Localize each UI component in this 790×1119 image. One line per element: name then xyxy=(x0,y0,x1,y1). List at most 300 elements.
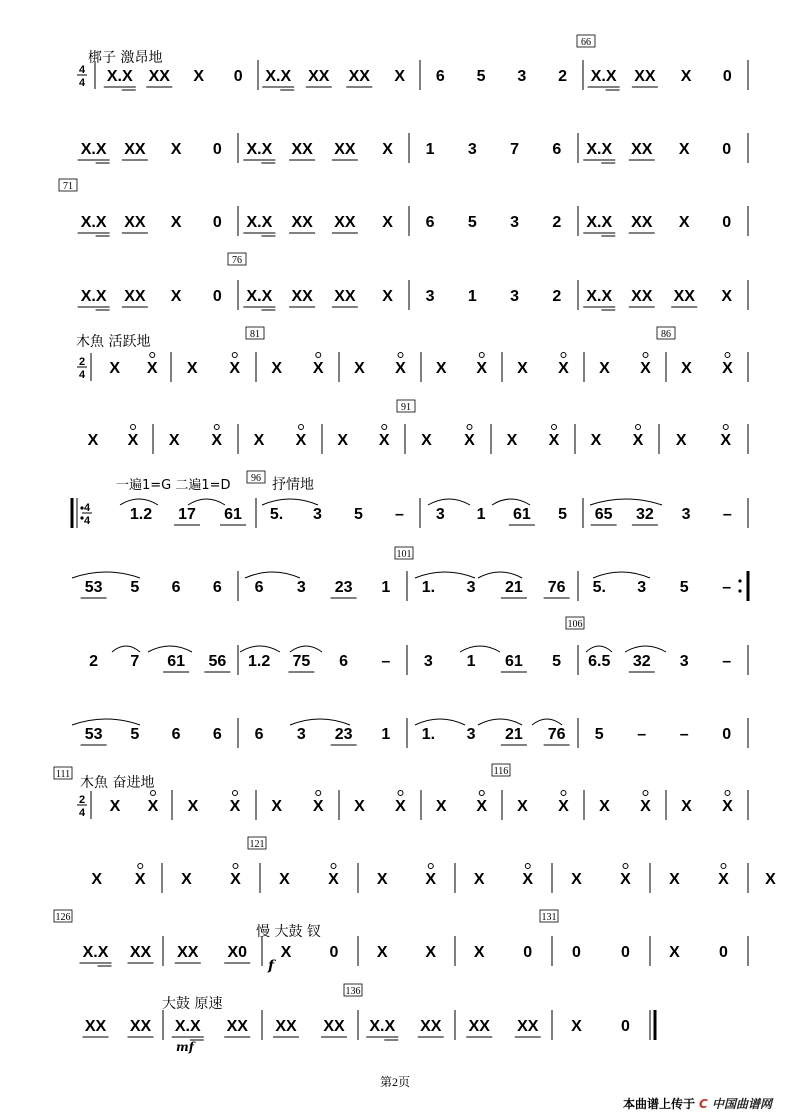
measure-number: 71 xyxy=(63,181,73,192)
note: 56 xyxy=(208,653,227,670)
note: 5 xyxy=(558,506,568,523)
note: X.X xyxy=(265,68,292,85)
note: X xyxy=(127,432,139,449)
slur xyxy=(120,499,158,505)
site-name: 中国曲谱网 xyxy=(711,1097,772,1111)
slur xyxy=(590,499,662,505)
note: 0 xyxy=(621,1018,630,1035)
time-signature-top: 2 xyxy=(78,794,86,806)
note: 0 xyxy=(572,944,581,961)
time-signature-top: 4 xyxy=(83,502,91,514)
tempo-marking-slow-drum: 慢 大鼓 钗 xyxy=(256,924,321,940)
note: XX xyxy=(291,214,313,231)
measure-number: 126 xyxy=(55,912,71,923)
muffled-mark xyxy=(316,353,321,358)
muffled-mark xyxy=(479,353,484,358)
note: X xyxy=(187,798,199,815)
note: X xyxy=(517,798,528,815)
note: X xyxy=(720,432,732,449)
note: 0 xyxy=(233,68,243,85)
slur xyxy=(240,646,280,652)
note: X xyxy=(230,871,241,888)
note: X.X xyxy=(80,288,107,305)
note: X.X xyxy=(80,141,107,158)
time-signature-bottom: 4 xyxy=(83,515,91,527)
note: 0 xyxy=(212,141,222,158)
note: 61 xyxy=(224,506,242,523)
note: 1 xyxy=(381,726,391,743)
note: X xyxy=(678,141,690,158)
note: 2 xyxy=(552,214,562,231)
note: X xyxy=(669,871,680,888)
note: XX xyxy=(420,1018,442,1035)
slur xyxy=(460,646,500,652)
repeat-dot xyxy=(738,579,741,582)
note: XX xyxy=(631,141,653,158)
note: X xyxy=(632,432,644,449)
slur xyxy=(72,719,140,725)
note: X xyxy=(312,360,324,377)
note: 1.2 xyxy=(129,506,153,523)
note: X xyxy=(675,432,687,449)
note: 0 xyxy=(722,68,732,85)
note: X xyxy=(464,432,475,449)
note: – xyxy=(722,579,732,596)
note: X xyxy=(181,871,192,888)
note: X xyxy=(620,871,631,888)
note: XX xyxy=(634,68,656,85)
note: 0 xyxy=(719,944,728,961)
muffled-mark xyxy=(316,791,321,796)
note: X xyxy=(476,798,488,815)
note: 1 xyxy=(425,141,435,158)
note: 0 xyxy=(722,141,732,158)
tempo-marking-bangzi: 梆子 激昂地 xyxy=(88,50,163,66)
note: 75 xyxy=(292,653,311,670)
note: 3 xyxy=(466,579,476,596)
note: – xyxy=(722,506,732,523)
note: 3 xyxy=(435,506,445,523)
note: XX xyxy=(323,1018,345,1035)
note: 1 xyxy=(381,579,391,596)
note: 7 xyxy=(130,653,140,670)
note: XX xyxy=(334,141,356,158)
muffled-mark xyxy=(623,864,628,869)
note: 3 xyxy=(637,579,647,596)
note: 3 xyxy=(313,506,322,523)
note: X xyxy=(376,871,388,888)
note: 21 xyxy=(504,726,523,743)
note: X xyxy=(253,432,265,449)
note: X xyxy=(337,432,349,449)
measure-number: 91 xyxy=(401,402,411,413)
note: X xyxy=(376,944,388,961)
key-change-marking: 一遍1=G 二遍1=D xyxy=(116,478,231,493)
note: XX xyxy=(148,68,170,85)
note: X xyxy=(517,360,528,377)
note: X xyxy=(91,871,103,888)
note: – xyxy=(637,726,647,743)
note: X xyxy=(599,798,610,815)
note: 1 xyxy=(476,506,486,523)
note: X.X xyxy=(246,141,273,158)
note: 6 xyxy=(254,579,264,596)
muffled-mark xyxy=(643,791,648,796)
muffled-mark xyxy=(233,791,238,796)
note: 3 xyxy=(296,726,306,743)
note: X.X xyxy=(586,288,613,305)
note: 6 xyxy=(171,726,181,743)
note: 3 xyxy=(679,653,689,670)
tempo-marking-muyu-1: 木魚 活跃地 xyxy=(76,334,151,350)
note: X xyxy=(640,360,651,377)
dynamic-mezzo-forte: mf xyxy=(176,1040,194,1054)
note: 0 xyxy=(329,944,339,961)
note: X xyxy=(435,798,447,815)
note: X xyxy=(354,798,365,815)
note: 61 xyxy=(167,653,186,670)
note: X.X xyxy=(586,141,613,158)
note: X.X xyxy=(586,214,613,231)
note: 0 xyxy=(212,288,222,305)
muffled-mark xyxy=(131,425,136,430)
muffled-mark xyxy=(525,864,530,869)
note: X.X xyxy=(369,1018,396,1035)
note: 32 xyxy=(635,506,654,523)
note: 53 xyxy=(84,726,103,743)
note: XX xyxy=(631,214,653,231)
note: 17 xyxy=(178,506,196,523)
note: X xyxy=(765,871,776,888)
note: X xyxy=(669,944,680,961)
note: X xyxy=(382,288,393,305)
note: 6 xyxy=(254,726,264,743)
note: X xyxy=(395,360,406,377)
note: 6 xyxy=(212,579,222,596)
note: 7 xyxy=(510,141,520,158)
note: X xyxy=(87,432,99,449)
note: X xyxy=(718,871,729,888)
note: 3 xyxy=(423,653,433,670)
note: XX xyxy=(348,68,370,85)
note: X xyxy=(571,871,582,888)
note: XX xyxy=(291,288,313,305)
note: X xyxy=(522,871,534,888)
note: X.X xyxy=(246,214,273,231)
note: X xyxy=(170,288,182,305)
note: 61 xyxy=(504,653,523,670)
note: X xyxy=(109,798,121,815)
note: X xyxy=(382,214,393,231)
note: X xyxy=(186,360,198,377)
note: X xyxy=(721,288,733,305)
note: XX xyxy=(291,141,313,158)
muffled-mark xyxy=(138,864,143,869)
note: 6.5 xyxy=(588,653,611,670)
note: XX xyxy=(631,288,653,305)
slur xyxy=(593,572,650,578)
note: X xyxy=(473,944,485,961)
measure-number: 106 xyxy=(567,619,583,630)
slur xyxy=(415,719,465,725)
note: – xyxy=(679,726,689,743)
note: X xyxy=(295,432,307,449)
note: 5 xyxy=(679,579,689,596)
note: X xyxy=(147,798,159,815)
note: 21 xyxy=(504,579,523,596)
note: X.X xyxy=(106,68,133,85)
note: XX xyxy=(334,214,356,231)
muffled-mark xyxy=(232,353,237,358)
measure-number: 116 xyxy=(493,766,509,777)
note: 76 xyxy=(547,726,566,743)
muffled-mark xyxy=(725,791,730,796)
slur xyxy=(112,646,140,652)
page-number: 第2页 xyxy=(379,1075,410,1089)
note: 32 xyxy=(632,653,651,670)
muffled-mark xyxy=(561,791,566,796)
note: X xyxy=(506,432,518,449)
note: 1.2 xyxy=(248,653,271,670)
note: 6 xyxy=(435,68,445,85)
note: XX xyxy=(84,1018,107,1035)
note: 0 xyxy=(523,944,533,961)
slur xyxy=(148,646,192,652)
note: 3 xyxy=(681,506,691,523)
note: X xyxy=(394,68,406,85)
note: X xyxy=(476,360,488,377)
note: 3 xyxy=(517,68,527,85)
site-logo: C 中国曲谱网 xyxy=(698,1097,772,1111)
slur xyxy=(290,646,322,652)
slur xyxy=(415,572,475,578)
slur xyxy=(188,499,225,505)
note: 5 xyxy=(354,506,363,523)
tempo-marking-drum-resume: 大鼓 原速 xyxy=(162,996,223,1012)
note: X xyxy=(170,214,182,231)
note: X xyxy=(473,871,485,888)
note: 5 xyxy=(130,579,140,596)
note: 5 xyxy=(594,726,604,743)
muffled-mark xyxy=(233,864,238,869)
note: 3 xyxy=(466,726,476,743)
note: XX xyxy=(124,141,146,158)
note: 1 xyxy=(466,653,476,670)
note: X xyxy=(271,798,283,815)
note: 3 xyxy=(296,579,306,596)
slur xyxy=(262,499,318,505)
note: 53 xyxy=(84,579,103,596)
measure-number: 111 xyxy=(55,769,71,780)
note: X xyxy=(146,360,158,377)
note: X xyxy=(435,360,447,377)
note: X xyxy=(193,68,205,85)
time-signature-top: 2 xyxy=(78,356,86,368)
slur xyxy=(478,572,522,578)
note: XX xyxy=(129,1018,152,1035)
time-signature-bottom: 4 xyxy=(78,807,86,819)
dynamic-forte: f xyxy=(268,958,275,974)
note: 3 xyxy=(510,288,520,305)
note: X.X xyxy=(590,68,617,85)
note: X.X xyxy=(82,944,109,961)
note: XX xyxy=(308,68,330,85)
note: XX xyxy=(129,944,152,961)
note: 0 xyxy=(722,726,732,743)
note: X xyxy=(425,944,437,961)
note: XX xyxy=(468,1018,490,1035)
note: X xyxy=(134,871,146,888)
slur xyxy=(492,499,530,505)
muffled-mark xyxy=(398,353,403,358)
slur xyxy=(625,646,666,652)
slur xyxy=(428,499,470,505)
note: XX xyxy=(226,1018,248,1035)
note: X xyxy=(382,141,393,158)
muffled-mark xyxy=(467,425,472,430)
note: 65 xyxy=(594,506,613,523)
note: 6 xyxy=(425,214,435,231)
note: X xyxy=(571,1018,582,1035)
measure-number: 121 xyxy=(249,839,265,850)
muffled-mark xyxy=(725,353,730,358)
credit-text: 本曲谱上传于 xyxy=(622,1097,695,1111)
note: X0 xyxy=(227,944,248,961)
note: X.X xyxy=(80,214,107,231)
measure-number: 136 xyxy=(345,986,361,997)
note: 2 xyxy=(558,68,568,85)
muffled-mark xyxy=(636,425,641,430)
note: 2 xyxy=(89,653,99,670)
note: X xyxy=(211,432,223,449)
note: X xyxy=(280,944,292,961)
note: X xyxy=(378,432,390,449)
slur xyxy=(478,719,522,725)
time-signature-bottom: 4 xyxy=(78,77,86,89)
muffled-mark xyxy=(552,425,557,430)
muffled-mark xyxy=(479,791,484,796)
note: XX xyxy=(673,288,695,305)
note: X xyxy=(229,360,241,377)
note: XX xyxy=(124,214,146,231)
note: – xyxy=(722,653,732,670)
note: 5. xyxy=(592,579,606,596)
note: 5 xyxy=(476,68,486,85)
note: X xyxy=(722,798,733,815)
note: 6 xyxy=(212,726,222,743)
note: 2 xyxy=(552,288,562,305)
muffled-mark xyxy=(561,353,566,358)
measure-number: 81 xyxy=(250,329,260,340)
note: 0 xyxy=(212,214,222,231)
note: 3 xyxy=(425,288,435,305)
note: X xyxy=(170,141,182,158)
note: – xyxy=(381,653,391,670)
note: 1 xyxy=(467,288,477,305)
slur xyxy=(245,572,300,578)
note: X xyxy=(680,68,692,85)
note: 61 xyxy=(512,506,531,523)
note: X xyxy=(425,871,437,888)
note: X xyxy=(168,432,180,449)
note: X xyxy=(328,871,339,888)
note: X xyxy=(681,798,692,815)
slur xyxy=(586,646,612,652)
muffled-mark xyxy=(331,864,336,869)
note: X xyxy=(640,798,651,815)
note: X xyxy=(395,798,406,815)
muffled-mark xyxy=(723,425,728,430)
note: X xyxy=(229,798,241,815)
note: 23 xyxy=(334,579,353,596)
note: X xyxy=(681,360,692,377)
note: 1. xyxy=(421,726,436,743)
note: 23 xyxy=(334,726,353,743)
muffled-mark xyxy=(643,353,648,358)
note: X xyxy=(271,360,283,377)
slur xyxy=(532,719,562,725)
measure-number: 96 xyxy=(251,473,261,484)
note: X xyxy=(548,432,560,449)
measure-number: 76 xyxy=(232,255,242,266)
note: 5 xyxy=(130,726,140,743)
note: X xyxy=(354,360,365,377)
muffled-mark xyxy=(428,864,433,869)
tempo-marking-lyrical: 抒情地 xyxy=(272,477,314,493)
tempo-marking-muyu-2: 木魚 奋进地 xyxy=(80,775,155,791)
note: 6 xyxy=(552,141,562,158)
measure-number: 66 xyxy=(581,37,591,48)
note: 0 xyxy=(722,214,732,231)
note: 0 xyxy=(621,944,630,961)
muffled-mark xyxy=(382,425,387,430)
note: 5 xyxy=(552,653,562,670)
muffled-mark xyxy=(299,425,304,430)
slur xyxy=(290,719,350,725)
note: X xyxy=(558,798,569,815)
note: XX xyxy=(124,288,146,305)
time-signature-bottom: 4 xyxy=(78,369,86,381)
note: X xyxy=(678,214,690,231)
note: X xyxy=(279,871,290,888)
note: 5 xyxy=(467,214,477,231)
note: X xyxy=(558,360,569,377)
note: X xyxy=(421,432,432,449)
muffled-mark xyxy=(214,425,219,430)
note: XX xyxy=(275,1018,297,1035)
note: 3 xyxy=(510,214,520,231)
muffled-mark xyxy=(150,353,155,358)
note: 76 xyxy=(547,579,566,596)
note: X xyxy=(590,432,602,449)
muffled-mark xyxy=(721,864,726,869)
note: X.X xyxy=(174,1018,201,1035)
note: X xyxy=(109,360,121,377)
note: 6 xyxy=(171,579,181,596)
note: XX xyxy=(334,288,356,305)
measure-number: 101 xyxy=(396,549,412,560)
time-signature-top: 4 xyxy=(78,64,86,76)
repeat-dot xyxy=(738,589,741,592)
note: 5. xyxy=(269,506,284,523)
note: X xyxy=(722,360,733,377)
note: XX xyxy=(517,1018,539,1035)
measure-number: 131 xyxy=(541,912,557,923)
note: 1. xyxy=(421,579,436,596)
note: 3 xyxy=(467,141,477,158)
note: – xyxy=(395,506,404,523)
muffled-mark xyxy=(398,791,403,796)
